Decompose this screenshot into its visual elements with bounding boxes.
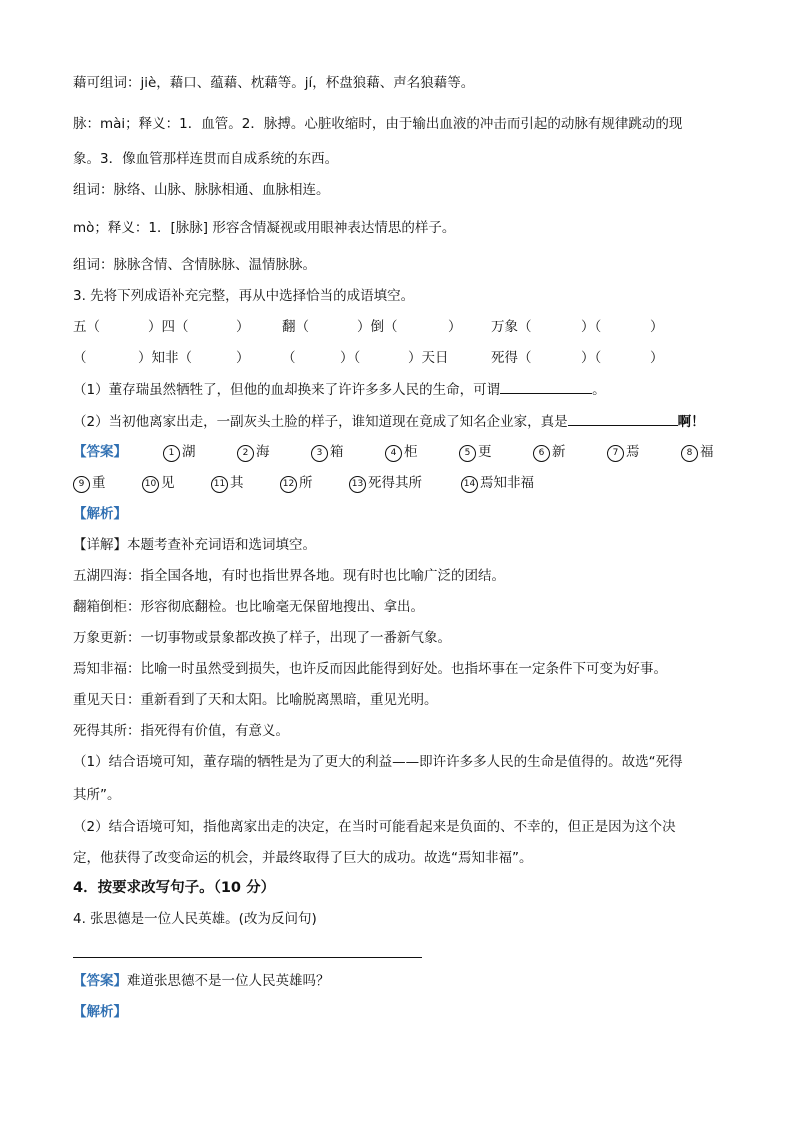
idiom-part: （ <box>73 350 87 366</box>
answer-text: 重 <box>92 475 106 491</box>
answer-text: 死得其所 <box>368 475 422 491</box>
idiom-definition: 翻箱倒柜：形容彻底翻检。也比喻毫无保留地搜出、拿出。 <box>73 599 424 615</box>
text-mai-def-cont: 象。3．像血管那样连贯而自成系统的东西。 <box>73 151 339 167</box>
answer-number: 8 <box>681 445 698 462</box>
answer-text: 新 <box>552 444 566 460</box>
idiom-part: 翻（ <box>282 319 309 335</box>
idiom-part: ）知非（ <box>138 350 192 366</box>
idiom-part: ） <box>236 350 250 366</box>
answer-number: 4 <box>385 445 402 462</box>
sentence-2-text: （2）当初他离家出走，一副灰头土脸的样子，谁知道现在竟成了知名企业家，真是 <box>73 414 568 430</box>
explanation-1-cont: 其所”。 <box>73 787 121 803</box>
idiom-part: ）天日 <box>408 350 449 366</box>
idiom-definition: 五湖四海：指全国各地，有时也指世界各地。现有时也比喻广泛的团结。 <box>73 568 505 584</box>
answer-number: 2 <box>237 445 254 462</box>
answer-number: 12 <box>280 476 297 493</box>
text-mai-def: 脉：mài；释义：1．血管。2．脉搏。心脏收缩时，由于输出血液的冲击而引起的动脉有规律跳动的现 <box>73 116 683 132</box>
answer-item <box>73 474 106 493</box>
text-jie: 藉可组词：jiè，藉口、蕴藉、枕藉等。jí，杯盘狼藉、声名狼藉等。 <box>73 75 475 91</box>
answer-number: 13 <box>349 476 366 493</box>
sentence-1 <box>73 380 606 399</box>
answer-item <box>461 474 534 493</box>
text-mai-words: 组词：脉络、山脉、脉脉相通、血脉相连。 <box>73 182 330 198</box>
answer-number: 5 <box>459 445 476 462</box>
answer-text: 海 <box>256 444 270 460</box>
answer-number: 7 <box>607 445 624 462</box>
idiom-part: ） <box>448 319 462 335</box>
idiom-part: 死得（ <box>491 350 532 366</box>
answer-number: 11 <box>211 476 228 493</box>
blank-line[interactable] <box>568 412 678 426</box>
sentence-2 <box>73 412 705 431</box>
answer-tag: 【答案】 <box>73 973 127 989</box>
answer-text: 焉知非福 <box>480 475 534 491</box>
idiom-part: ）四（ <box>148 319 189 335</box>
detail-tag: 【详解】 <box>73 537 127 553</box>
idiom-definition: 重见天日：重新看到了天和太阳。比喻脱离黑暗，重见光明。 <box>73 692 438 708</box>
answer-item <box>681 443 714 462</box>
answer-text: 福 <box>700 444 714 460</box>
answer-4 <box>73 972 330 990</box>
idiom-part: （ <box>282 350 296 366</box>
blank-line[interactable] <box>500 380 592 394</box>
answer-item <box>163 443 196 462</box>
analysis-tag: 【解析】 <box>73 506 127 522</box>
idiom-part: ）倒（ <box>357 319 398 335</box>
idiom-part: ） <box>236 319 250 335</box>
answer-item <box>459 443 492 462</box>
answer-item <box>142 474 175 493</box>
answer-text: 焉 <box>626 444 640 460</box>
idiom-definition: 万象更新：一切事物或景象都改换了样子，出现了一番新气象。 <box>73 630 451 646</box>
explanation-1: （1）结合语境可知，董存瑞的牺牲是为了更大的利益——即许许多多人民的生命是值得的。故选“死得 <box>73 754 683 770</box>
detail-text: 本题考查补充词语和选词填空。 <box>127 537 316 553</box>
detail-line <box>73 536 316 554</box>
answer-number: 10 <box>142 476 159 493</box>
idiom-part: ） <box>650 319 664 335</box>
idiom-definition: 死得其所：指死得有价值，有意义。 <box>73 723 289 739</box>
explanation-2: （2）结合语境可知，指他离家出走的决定，在当时可能看起来是负面的、不幸的，但正是因为这个决 <box>73 819 676 835</box>
sentence-1-text: （1）董存瑞虽然牺牲了，但他的血却换来了许许多多人民的生命，可谓 <box>73 382 501 398</box>
answer-item <box>211 474 244 493</box>
answer-item <box>385 443 418 462</box>
answer-item <box>237 443 270 462</box>
sentence-2-end: 啊！ <box>677 414 705 430</box>
idiom-part: ）（ <box>581 350 602 366</box>
answer-number: 3 <box>311 445 328 462</box>
sentence-1-end: 。 <box>592 382 606 398</box>
explanation-2-cont: 定，他获得了改变命运的机会，并最终取得了巨大的成功。故选“焉知非福”。 <box>73 850 533 866</box>
answer-text: 见 <box>161 475 175 491</box>
answer-number: 14 <box>461 476 478 493</box>
idiom-part: 万象（ <box>491 319 532 335</box>
idiom-part: ） <box>650 350 664 366</box>
answer-tag: 【答案】 <box>73 444 127 460</box>
idiom-part: 五（ <box>73 319 100 335</box>
answer-item <box>311 443 344 462</box>
answer-item <box>533 443 566 462</box>
text-mo-words: 组词：脉脉含情、含情脉脉、温情脉脉。 <box>73 257 316 273</box>
answer-text: 柜 <box>404 444 418 460</box>
answer-item <box>349 474 422 493</box>
question-4: 4. 张思德是一位人民英雄。(改为反问句) <box>73 911 317 927</box>
answer-item <box>607 443 640 462</box>
answer-item <box>280 474 313 493</box>
answer-text: 箱 <box>330 444 344 460</box>
answer-number: 9 <box>73 476 90 493</box>
question-3: 3. 先将下列成语补充完整，再从中选择恰当的成语填空。 <box>73 288 415 304</box>
analysis-tag: 【解析】 <box>73 1004 127 1020</box>
section-4-heading: 4．按要求改写句子。（10 分） <box>73 880 276 896</box>
idiom-part: ）（ <box>581 319 602 335</box>
text-mo-def: mò；释义：1．[脉脉] 形容含情凝视或用眼神表达情思的样子。 <box>73 220 456 236</box>
answer-number: 1 <box>163 445 180 462</box>
idiom-part: ）（ <box>340 350 361 366</box>
idiom-definition: 焉知非福：比喻一时虽然受到损失，也许反而因此能得到好处。也指坏事在一定条件下可变为好事。 <box>73 661 667 677</box>
answer-text: 湖 <box>182 444 196 460</box>
answer-line[interactable] <box>73 957 422 958</box>
answer-text: 所 <box>299 475 313 491</box>
answer-4-text: 难道张思德不是一位人民英雄吗？ <box>127 973 330 989</box>
answer-number: 6 <box>533 445 550 462</box>
answer-text: 其 <box>230 475 244 491</box>
answer-text: 更 <box>478 444 492 460</box>
